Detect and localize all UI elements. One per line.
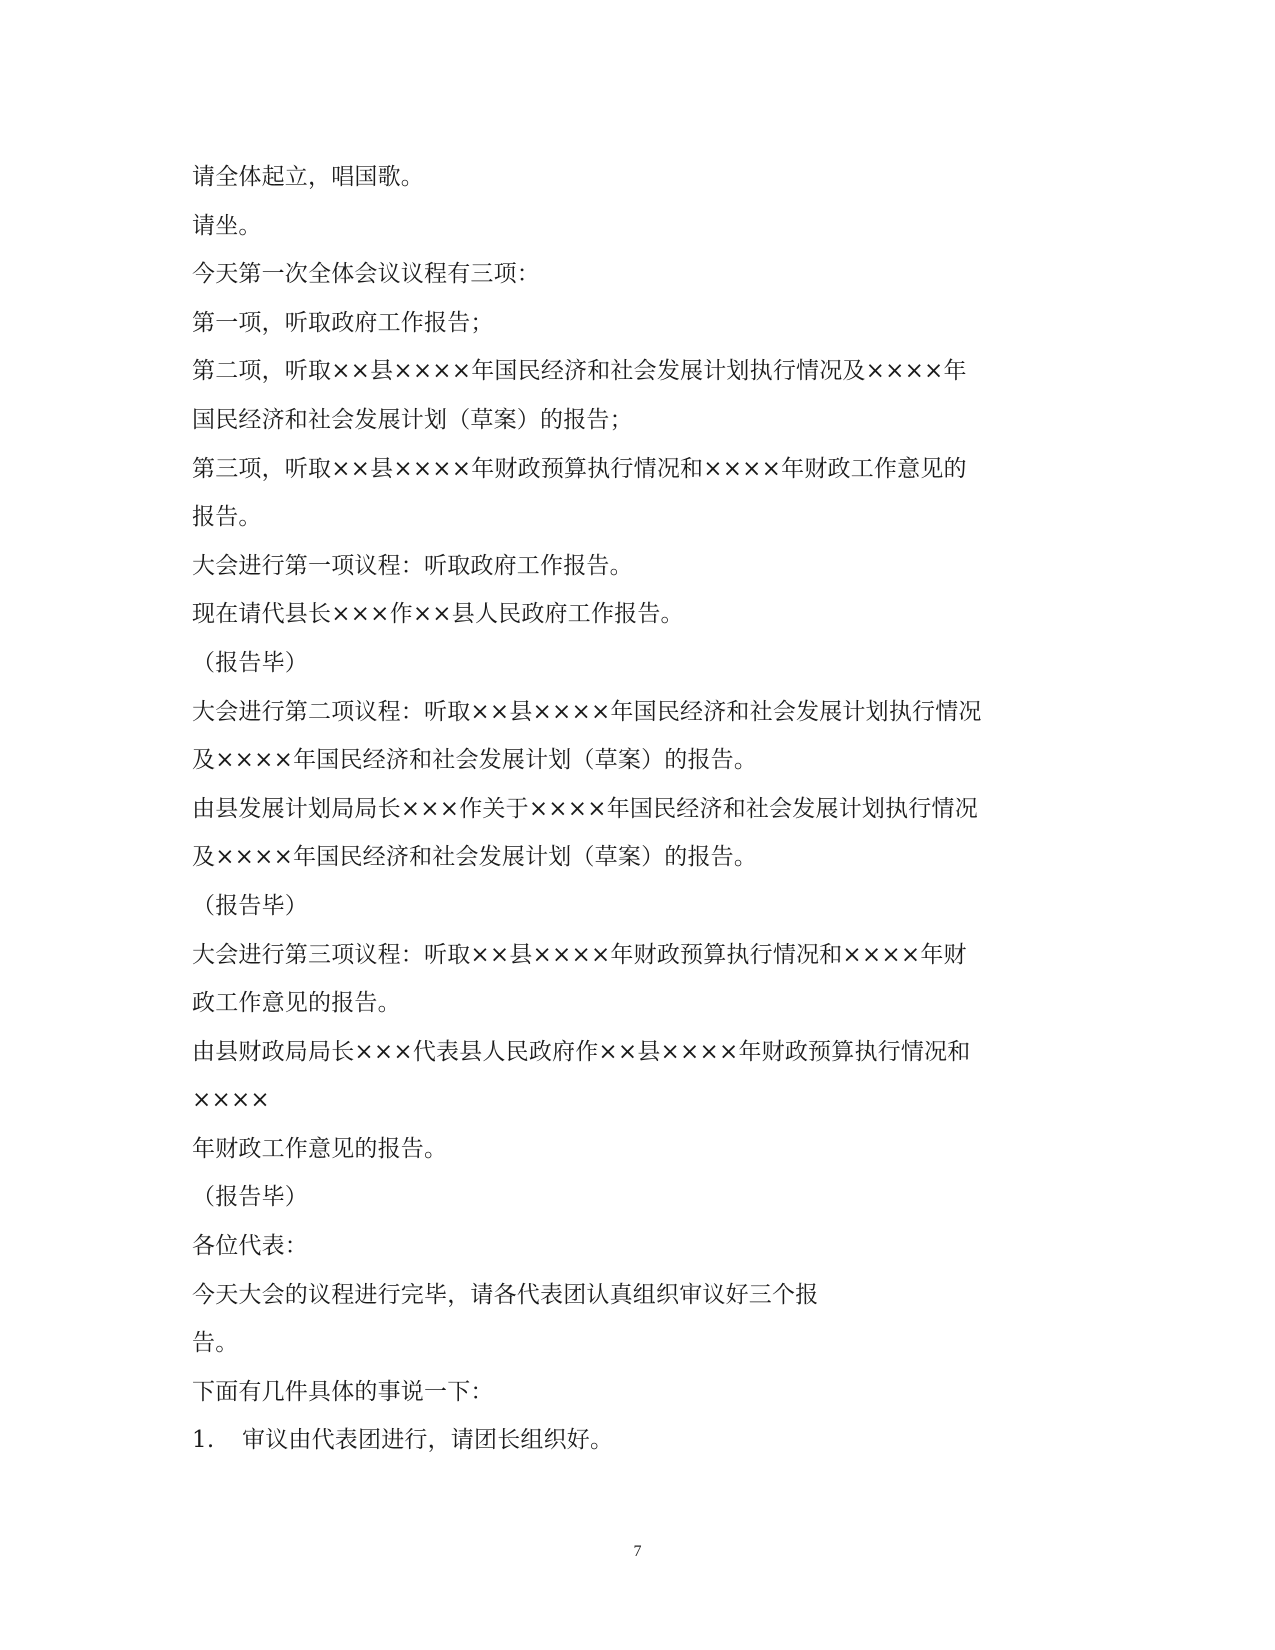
text-line: 大会进行第一项议程：听取政府工作报告。 (192, 552, 633, 579)
text-line: （报告毕） (192, 892, 308, 919)
text-line: 及××××年国民经济和社会发展计划（草案）的报告。 (192, 747, 758, 774)
text-line: 告。 (192, 1330, 239, 1357)
text-line: 大会进行第二项议程：听取××县××××年国民经济和社会发展计划执行情况 (192, 698, 982, 725)
text-line: 第一项，听取政府工作报告； (192, 309, 494, 336)
text-line: ×××× (192, 1087, 270, 1114)
list-item-text: 审议由代表团进行，请团长组织好。 (242, 1427, 614, 1454)
text-line: 今天第一次全体会议议程有三项： (192, 261, 540, 288)
text-line: 政工作意见的报告。 (192, 990, 401, 1017)
text-line: 由县发展计划局局长×××作关于××××年国民经济和社会发展计划执行情况 (192, 795, 978, 822)
list-item-number: 1. (192, 1427, 215, 1454)
text-line: 下面有几件具体的事说一下： (192, 1378, 494, 1405)
page-number: 7 (633, 1543, 642, 1560)
text-line: 大会进行第三项议程：听取××县××××年财政预算执行情况和××××年财 (192, 941, 967, 968)
text-line: （报告毕） (192, 649, 308, 676)
text-line: 各位代表： (192, 1233, 308, 1260)
text-line: 报告。 (192, 504, 262, 531)
text-line: （报告毕） (192, 1184, 308, 1211)
numbered-list-item (192, 1416, 1072, 1465)
text-line: 请全体起立，唱国歌。 (192, 164, 424, 190)
text-line: 请坐。 (192, 212, 262, 239)
text-line: 年财政工作意见的报告。 (192, 1135, 448, 1162)
text-line: 国民经济和社会发展计划（草案）的报告； (192, 406, 633, 433)
document-body (192, 153, 1072, 1465)
text-line: 现在请代县长×××作××县人民政府工作报告。 (192, 601, 684, 628)
text-line: 及××××年国民经济和社会发展计划（草案）的报告。 (192, 844, 758, 871)
text-line: 第二项，听取××县××××年国民经济和社会发展计划执行情况及××××年 (192, 358, 967, 385)
text-line: 第三项，听取××县××××年财政预算执行情况和××××年财政工作意见的 (192, 455, 967, 482)
text-line: 今天大会的议程进行完毕，请各代表团认真组织审议好三个报 (192, 1281, 819, 1308)
text-line: 由县财政局局长×××代表县人民政府作××县××××年财政预算执行情况和 (192, 1038, 971, 1065)
